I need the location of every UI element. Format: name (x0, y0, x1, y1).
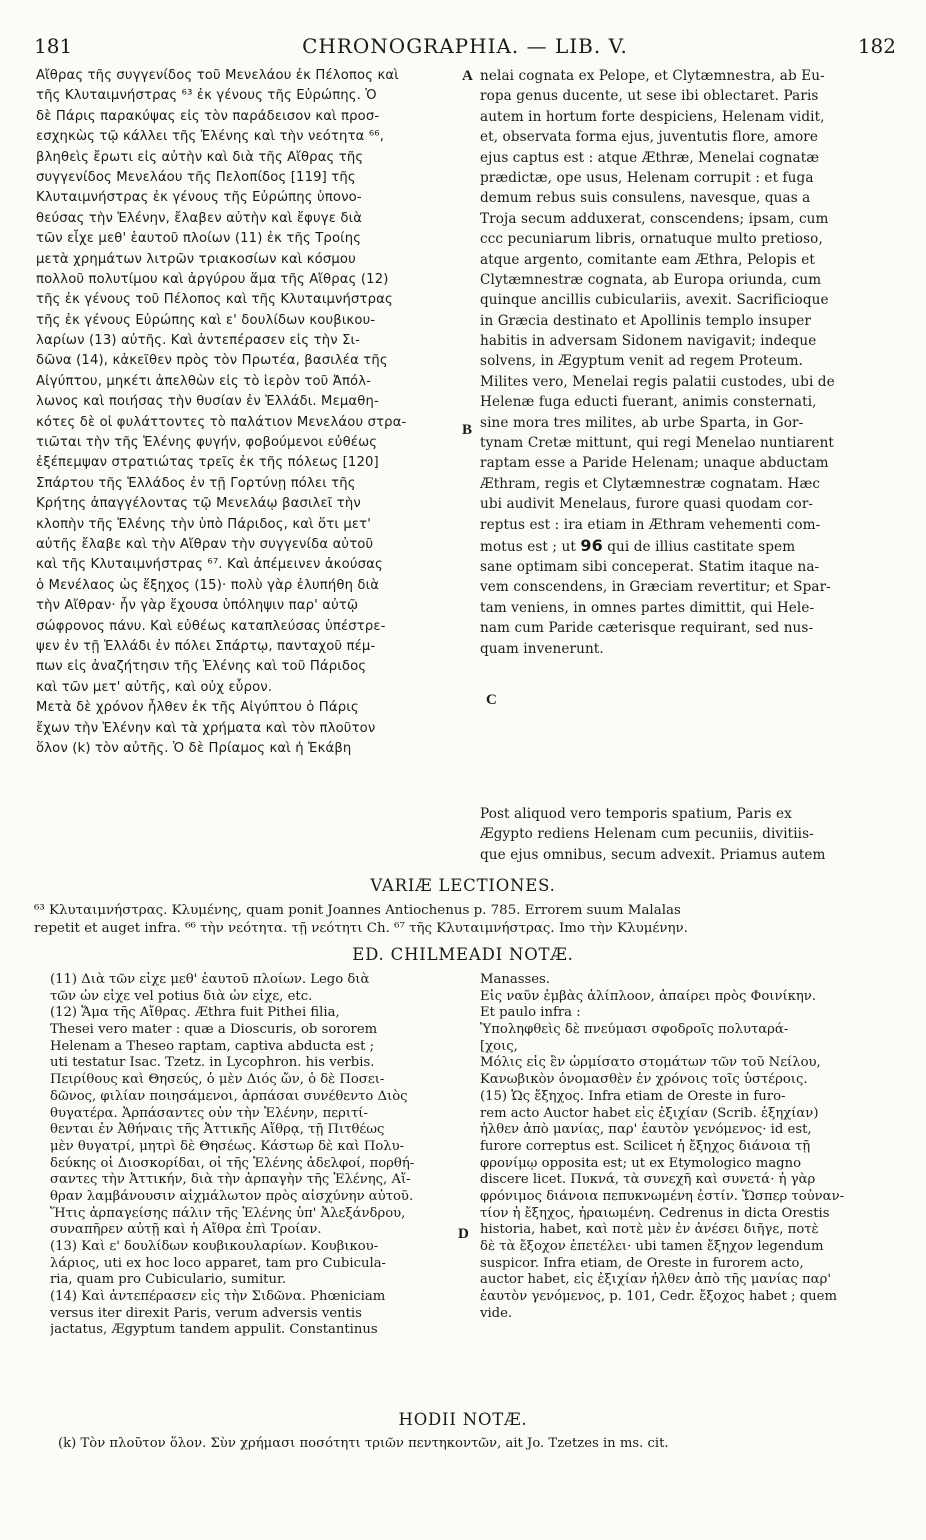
latin-text-line: prædictæ, ope usus, Helenam corrupit : et fuga (480, 169, 814, 186)
greek-text-line: λωνος καὶ ποιήσας τὴν θυσίαν ἐν Ἑλλάδι. Μεμαθη- (36, 394, 379, 410)
running-header (34, 34, 896, 58)
latin-text-line: tynam Cretæ mittunt, qui regi Menelao nuntiarent (480, 435, 834, 452)
note-line: σαντες τὴν Ἀττικήν, διὰ τὴν ἁρπαγὴν τῆς Ἑλένης, Αἴ- (50, 1172, 411, 1188)
greek-text-line: ψεν ἐν τῇ Ἑλλάδι ἐν πόλει Σπάρτῳ, πανταχοῦ πέμ- (36, 638, 376, 654)
greek-text-line: τῆς ἐκ γένους Εὐρώπης καὶ ε' δουλίδων κουβικου- (36, 312, 376, 328)
note-line: λάριος, uti ex hoc loco apparet, tam pro Cubicula- (50, 1255, 387, 1271)
hodii-note-line: (k) Τὸν πλοῦτον ὅλον. Σὺν χρήμασι ποσότητι τριῶν πεντηκοντῶν, ait Jo. Tzetzes in ms. cit. (58, 1436, 669, 1451)
latin-text-line: Clytæmnestræ cognata, ab Europa oriunda, cum (480, 271, 822, 288)
greek-text-line: κλοπὴν τῆς Ἑλένης τὴν ὑπὸ Πάριδος, καὶ ὅτι μετ' (36, 516, 371, 532)
greek-text-column (36, 66, 456, 766)
greek-text-line: ὁ Μενέλαος ὡς ἔξηχος (15)· πολὺ γὰρ ἐλυπήθη διὰ (36, 577, 380, 593)
greek-text-line: ὅλον (k) τὸν αὐτῆς. Ὁ δὲ Πρίαμος καὶ ἡ Ἑκάβη (36, 740, 352, 756)
page-number-left: 181 (34, 34, 73, 58)
note-line: ἦλθεν ἀπὸ μανίας, παρ' ἑαυτὸν γενόμενος· id est, (480, 1122, 812, 1138)
latin-text-line: Ægypto rediens Helenam cum pecuniis, divitiis- (480, 826, 814, 843)
note-line: versus iter direxit Paris, verum adversis ventis (50, 1305, 362, 1321)
note-line: historia, habet, καὶ ποτὲ μὲν ἐν ἀνέσει διῆγε, ποτὲ (480, 1222, 819, 1238)
variae-lectiones-title: VARIÆ LECTIONES. (370, 876, 556, 895)
note-line: jactatus, Ægyptum tandem appulit. Constantinus (50, 1322, 378, 1338)
latin-text-line: nelai cognata ex Pelope, et Clytæmnestra, ab Eu- (480, 68, 825, 84)
latin-text-line: et, observata forma ejus, juventutis flore, amore (480, 129, 819, 146)
latin-motus-line (480, 536, 896, 556)
latin-text-line: ropa genus ducente, ut sese ibi oblectaret. Paris (480, 88, 819, 105)
latin-text-line: atque argento, comitante eam Æthra, Pelopis et (480, 251, 815, 268)
latin-text-line: tam veniens, in omnes partes dimittit, qui Hele- (480, 599, 815, 616)
greek-text-line: πολλοῦ πολυτίμου καὶ ἀργύρου ἅμα τῆς Αἴθρας (12) (36, 271, 389, 287)
latin-text-line: reptus est : ira etiam in Æthram vehementi com- (480, 516, 821, 533)
greek-text-line: Σπάρτου τῆς Ἑλλάδος ἐν τῇ Γορτύνῃ πόλει τῆς (36, 475, 356, 491)
note-line: [χοις, (480, 1038, 518, 1054)
greek-text-line: καὶ τῆς Κλυταιμνήστρας ⁶⁷. Καὶ ἀπέμεινεν ἀκούσας (36, 557, 383, 573)
chilmead-notes-right-column (480, 972, 896, 1347)
latin-text-line: quam invenerunt. (480, 640, 604, 657)
latin-text-column-final (480, 804, 896, 870)
column-number: 96 (580, 536, 603, 555)
greek-text-line: ἐξέπεμψαν στρατιώτας τρεῖς ἐκ τῆς πόλεως [120] (36, 455, 379, 471)
latin-text-column (480, 66, 896, 538)
running-title: CHRONOGRAPHIA. — LIB. V. (302, 34, 628, 58)
note-line: μὲν θυγατρί, μητρὶ δὲ Θησέως. Κάστωρ δὲ καὶ Πολυ- (50, 1138, 405, 1154)
greek-text-line: ἔχων τὴν Ἑλένην καὶ τὰ χρήματα καὶ τὸν πλοῦτον (36, 720, 376, 736)
latin-text-line: in Græcia destinato et Apollinis templo insuper (480, 312, 812, 329)
latin-text-line: sane optimam sibi conceperat. Statim itaque na- (480, 559, 820, 575)
note-line: (13) Καὶ ε' δουλίδων κουβικουλαρίων. Κουβικου- (50, 1239, 379, 1254)
note-line: (14) Καὶ ἀντεπέρασεν εἰς τὴν Σιδῶνα. Phœniciam (50, 1289, 386, 1305)
note-line: Manasses. (480, 972, 551, 987)
latin-text-line: raptam esse a Paride Helenam; unaque abductam (480, 455, 829, 472)
note-line: φρονίμῳ opposita est; ut ex Etymologico magno (480, 1155, 802, 1171)
greek-text-line: συγγενίδος Μενελάου τῆς Πελοπίδος [119] τῆς (36, 169, 356, 185)
latin-text-line: Troja secum adduxerat, conscendens; ipsam, cum (480, 210, 829, 227)
latin-text-line: ccc pecuniarum libris, ornatuque multo pretioso, (480, 231, 823, 248)
note-line: (15) Ὡς ἔξηχος. Infra etiam de Oreste in furo- (480, 1088, 786, 1104)
latin-text-line: sine mora tres milites, ab urbe Sparta, in Gor- (480, 414, 804, 431)
latin-text-line: Post aliquod vero temporis spatium, Paris ex (480, 806, 792, 822)
variae-lectiones-line: ⁶³ Κλυταιμνήστρας. Κλυμένης, quam ponit Joannes Antiochenus p. 785. Errorem suum Malalas (34, 903, 681, 918)
latin-text-line: ejus captus est : atque Æthræ, Menelai cognatæ (480, 149, 820, 166)
note-line: discere licet. Πυκνά, τὰ συνεχῆ καὶ συνετά· ἡ γὰρ (480, 1172, 816, 1188)
note-line: Thesei vero mater : quæ a Dioscuris, ob sororem (50, 1022, 378, 1038)
margin-marker-a: A (462, 68, 473, 84)
greek-text-line: Μετὰ δὲ χρόνον ἦλθεν ἐκ τῆς Αἰγύπτου ὁ Πάρις (36, 700, 359, 716)
greek-text-line: Αἴθρας τῆς συγγενίδος τοῦ Μενελάου ἐκ Πέλοπος καὶ (36, 68, 399, 83)
greek-text-line: Κρήτης ἀπαγγέλοντας τῷ Μενελάῳ βασιλεῖ τὴν (36, 496, 361, 512)
note-line: τῶν ὧν εἶχε vel potius διὰ ὧν εἶχε, etc. (50, 988, 313, 1004)
greek-text-line: εσχηκὼς τῷ κάλλει τῆς Ἑλένης καὶ τὴν νεότητα ⁶⁶, (36, 129, 385, 145)
chilmead-notes-left-column (50, 972, 456, 1347)
greek-text-line: τῆς Κλυταιμνήστρας ⁶³ ἐκ γένους τῆς Εὐρώπης. Ὁ (36, 88, 377, 104)
note-line: συναπῆρεν αὐτῇ καὶ ἡ Αἴθρα ἐπὶ Τροίαν. (50, 1222, 322, 1238)
greek-text-line: αὐτῆς ἔλαβε καὶ τὴν Αἴθραν τὴν συγγενίδα αὐτοῦ (36, 536, 374, 552)
variae-lectiones-text (34, 902, 896, 938)
chilmead-notes-title: ED. CHILMEADI NOTÆ. (352, 945, 574, 964)
latin-text-line: solvens, in Ægyptum venit ad regem Proteum. (480, 353, 803, 370)
hodii-notes-title: HODII NOTÆ. (398, 1410, 528, 1429)
note-line: δὲ τὰ ἔξοχον ἐπετέλει· ubi tamen ἔξηχον legendum (480, 1239, 824, 1254)
margin-marker-d: D (458, 1226, 469, 1242)
latin-text-line: Helenæ fuga educti fuerant, animis consternati, (480, 394, 817, 411)
note-line: δεύκης οἱ Διοσκορίδαι, οἱ τῆς Ἑλένης ἀδελφοί, πορθή- (50, 1155, 415, 1171)
greek-text-line: τὴν Αἴθραν· ἦν γὰρ ἔχουσα ὑπόληψιν παρ' αὐτῷ (36, 598, 359, 614)
note-line: (12) Ἅμα τῆς Αἴθρας. Æthra fuit Pithei filia, (50, 1005, 340, 1021)
latin-text-line: nam cum Paride cæterisque requirant, sed nus- (480, 620, 814, 637)
latin-motus-pre: motus est ; ut (480, 539, 581, 555)
greek-text-line: δῶνα (14), κἀκεῖθεν πρὸς τὸν Πρωτέα, βασιλέα τῆς (36, 353, 388, 369)
greek-text-line: μετὰ χρημάτων λιτρῶν τριακοσίων καὶ κόσμου (36, 251, 356, 267)
note-line: θενται ἐν Ἀθήναις τῆς Ἀττικῆς Αἴθρᾳ, τῇ Πιτθέως (50, 1122, 385, 1138)
note-line: suspicor. Infra etiam, de Oreste in furorem acto, (480, 1255, 804, 1271)
note-line: rem acto Auctor habet εἰς ἐξιχίαν (Scrib. ἐξηχίαν) (480, 1105, 819, 1121)
note-line: θραν λαμβάνουσιν αἰχμάλωτον πρὸς αἰσχύνην αὐτοῦ. (50, 1188, 414, 1204)
note-line: (11) Διὰ τῶν εἶχε μεθ' ἑαυτοῦ πλοίων. Lego διὰ (50, 972, 370, 987)
greek-text-line: κότες δὲ οἱ φυλάττοντες τὸ παλάτιον Μενελάου στρα- (36, 414, 407, 430)
note-line: δῶνος, φιλίαν ποιησάμενοι, ἁρπάσαι συνέθεντο Διὸς (50, 1088, 408, 1104)
note-line: θυγατέρα. Ἁρπάσαντες οὖν τὴν Ἑλένην, περιτί- (50, 1105, 368, 1121)
latin-motus-line-wrap (480, 536, 896, 558)
margin-marker-b: B (462, 422, 473, 438)
latin-text-line: que ejus omnibus, secum advexit. Priamus autem (480, 846, 826, 863)
latin-text-line: Milites vero, Menelai regis palatii custodes, ubi de (480, 373, 835, 390)
note-line: Et paulo infra : (480, 1005, 581, 1021)
note-line: Ἥτις ἁρπαγείσης πάλιν τῆς Ἑλένης ὑπ' Ἀλεξάνδρου, (50, 1205, 406, 1221)
note-line: auctor habet, εἰς ἐξιχίαν ἦλθεν ἀπὸ τῆς μανίας παρ' (480, 1272, 831, 1288)
latin-text-line: autem in hortum forte despiciens, Helenam vidit, (480, 108, 825, 125)
greek-text-line: λαρίων (13) αὐτῆς. Καὶ ἀντεπέρασεν εἰς τὴν Σι- (36, 333, 361, 349)
latin-text-column-continued (480, 557, 896, 667)
note-line: Ὑποληφθεὶς δὲ πνεύμασι σφοδροῖς πολυταρά- (480, 1022, 789, 1038)
greek-text-line: πων εἰς ἀναζήτησιν τῆς Ἑλένης καὶ τοῦ Πάριδος (36, 659, 367, 675)
latin-text-line: ubi audivit Menelaus, furore quasi quodam cor- (480, 496, 814, 513)
note-line: Κανωβικὸν ὀνομασθὲν ἐν χρόνοις τοῖς ὑστέροις. (480, 1072, 808, 1088)
page-number-right: 182 (857, 34, 896, 58)
greek-text-line: τιῶται τὴν τῆς Ἑλένης φυγήν, φοβούμενοι εὐθέως (36, 435, 378, 451)
note-line: ria, quam pro Cubiculario, sumitur. (50, 1272, 287, 1288)
note-line: uti testatur Isac. Tzetz. in Lycophron. his verbis. (50, 1055, 375, 1071)
latin-text-line: demum rebus suis consulens, navesque, quas a (480, 190, 811, 207)
note-line: furore correptus est. Scilicet ἡ ἔξηχος διάνοια τῇ (480, 1138, 811, 1154)
greek-text-line: Κλυταιμνήστρας ἐκ γένους τῆς Εὐρώπης ὑπονο- (36, 190, 362, 206)
greek-text-line: τῆς ἐκ γένους τοῦ Πέλοπος καὶ τῆς Κλυταιμνήστρας (36, 292, 393, 308)
note-line: τίον ἡ ἔξηχος, ἠραιωμένη. Cedrenus in dicta Orestis (480, 1205, 830, 1221)
note-line: ἑαυτὸν γενόμενος, p. 101, Cedr. ἔξοχος habet ; quem (480, 1289, 837, 1305)
greek-text-line: βληθεὶς ἔρωτι εἰς αὐτὴν καὶ διὰ τῆς Αἴθρας τῆς (36, 149, 364, 165)
latin-text-line: Æthram, regis et Clytæmnestræ cognatam. Hæc (480, 475, 821, 492)
note-line: Πειρίθους καὶ Θησεύς, ὁ μὲν Διός ὤν, ὁ δὲ Ποσει- (50, 1072, 385, 1088)
greek-text-line: καὶ τῶν μετ' αὐτῆς, καὶ οὐχ εὗρον. (36, 679, 273, 695)
note-line: Helenam a Theseo raptam, captiva abducta est ; (50, 1038, 375, 1054)
note-line: Μόλις εἰς ἓν ὡρμίσατο στομάτων τῶν τοῦ Νείλου, (480, 1055, 821, 1071)
latin-text-line: quinque ancillis cubiculariis, avexit. Sacrificioque (480, 292, 829, 309)
greek-text-line: δὲ Πάρις παρακύψας εἰς τὸν παράδεισον καὶ προσ- (36, 108, 380, 124)
hodii-note-wrap (58, 1436, 898, 1456)
latin-motus-post: qui de illius castitate spem (602, 539, 796, 555)
greek-text-line: θεύσας τὴν Ἑλένην, ἔλαβεν αὐτὴν καὶ ἔφυγε διὰ (36, 210, 363, 226)
note-line: φρόνιμος διάνοια πεπυκνωμένη ἐστίν. Ὥσπερ τοὐναν- (480, 1188, 845, 1204)
variae-lectiones-line: repetit et auget infra. ⁶⁶ τὴν νεότητα. τῇ νεότητι Ch. ⁶⁷ τῆς Κλυταιμνήστρας. Imo τὴν Κλυμένην. (34, 921, 688, 936)
note-line: vide. (480, 1305, 513, 1321)
latin-text-line: vem conscendens, in Græciam revertitur; et Spar- (480, 579, 831, 596)
greek-text-line: σώφρονος πάνυ. Καὶ εὐθέως καταπλεύσας ὑπέστρε- (36, 618, 386, 634)
greek-text-line: Αἰγύπτου, μηκέτι ἀπελθὼν εἰς τὸ ἱερὸν τοῦ Ἀπόλ- (36, 373, 372, 389)
note-line: Εἰς ναῦν ἐμβὰς ἀλίπλοον, ἀπαίρει πρὸς Φοινίκην. (480, 988, 817, 1004)
latin-text-line: habitis in adversam Sidonem navigavit; indeque (480, 333, 817, 350)
greek-text-line: τῶν εἶχε μεθ' ἑαυτοῦ πλοίων (11) ἐκ τῆς Τροίης (36, 231, 362, 247)
margin-marker-c: C (486, 692, 497, 708)
